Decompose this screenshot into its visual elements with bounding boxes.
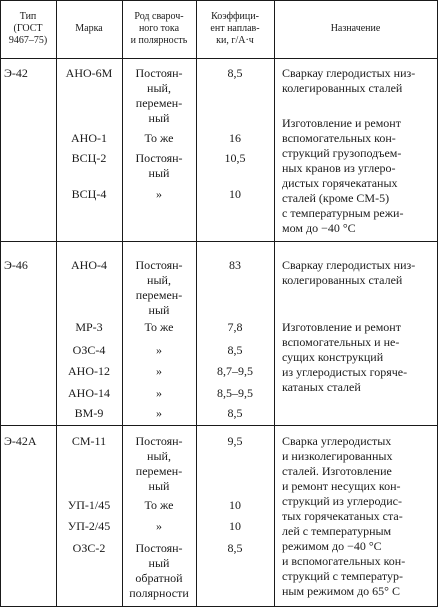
header-type: Тип (ГОСТ 9467–75) [8,11,48,46]
row-mark: ВСЦ-2 [71,151,107,165]
row-mark: ВМ-9 [74,406,104,420]
group-divider [0,241,438,242]
row-mark: ОЗС-4 [72,343,106,357]
column-divider [274,0,275,607]
row-current: То же [144,320,174,334]
row-coef: 7,8 [227,320,243,334]
group-divider [0,425,438,426]
row-coef: 8,5 [227,66,243,80]
row-current: То же [144,498,174,512]
row-current: » [156,364,162,378]
row-mark: АНО-4 [71,258,107,272]
row-coef: 8,5 [227,343,243,357]
row-purpose: Изготовление и ремонт вспомогательных и не- сущих конструкций из углеродистых горяче- катаных сталей [282,320,408,394]
row-coef: 8,7–9,5 [217,364,253,378]
row-current: » [156,406,162,420]
header-current: Род свароч- ного тока и полярность [130,11,188,46]
row-current: » [156,187,162,201]
column-divider [196,0,197,607]
row-current: Постоян- ный [135,151,183,180]
row-mark: ОЗС-2 [72,541,106,555]
row-purpose: Сваркау глеродистых низ- колегированных сталей [282,66,416,95]
group-type: Э-46 [4,258,28,272]
row-current: Постоян- ный, перемен- ный [135,258,183,317]
row-coef: 10 [229,498,241,512]
row-mark: УП-2/45 [67,519,111,533]
header-purpose: Назначение [330,23,381,34]
row-current: » [156,386,162,400]
row-coef: 10 [229,519,241,533]
row-mark: АНО-12 [68,364,110,378]
row-purpose: Сваркау глеродистых низ- колегированных сталей [282,258,416,287]
row-mark: МР-3 [75,320,103,334]
header-coef: Коэффици- ент наплав- ки, г/А·ч [210,11,260,46]
row-current: » [156,519,162,533]
row-mark: УП-1/45 [67,498,111,512]
row-current: Постоян- ный, перемен- ный [135,66,183,125]
row-current: Постоян- ный, перемен- ный [135,434,183,493]
table-border-left [0,0,1,607]
row-purpose: Сварка углеродистых и низколегированных сталей. Изготовление и ремонт несущих кон- струкций из углеродис- тых горячекатаных ста- лей с температурным режимом до −40 °С и вспомогательных кон- струкций с температур- ным режимом до 65° С [282,434,406,598]
group-type: Э-42 [4,66,28,80]
row-current: » [156,343,162,357]
row-mark: АНО-1 [71,131,107,145]
row-current: То же [144,131,174,145]
row-coef: 10 [229,187,241,201]
row-coef: 9,5 [227,434,243,448]
row-mark: АНО-6М [65,66,113,80]
row-coef: 8,5 [227,541,243,555]
row-mark: СМ-11 [71,434,107,448]
header-mark: Марка [75,23,103,34]
row-coef: 8,5 [227,406,243,420]
row-coef: 10,5 [224,151,246,165]
row-purpose: Изготовление и ремонт вспомогательных кон- струкций грузоподъем- ных кранов из углеро- дистых горячекатаных сталей (кроме СМ-5) с температурным режи- мом до −40 °С [282,116,404,235]
row-mark: АНО-14 [68,386,110,400]
group-type: Э-42А [4,434,37,448]
row-coef: 8,5–9,5 [217,386,253,400]
row-coef: 83 [229,258,241,272]
row-current: Постоян- ный обратной полярности [129,541,189,600]
row-mark: ВСЦ-4 [71,187,107,201]
row-coef: 16 [229,131,241,145]
header-divider [0,58,438,59]
column-divider [56,0,57,607]
